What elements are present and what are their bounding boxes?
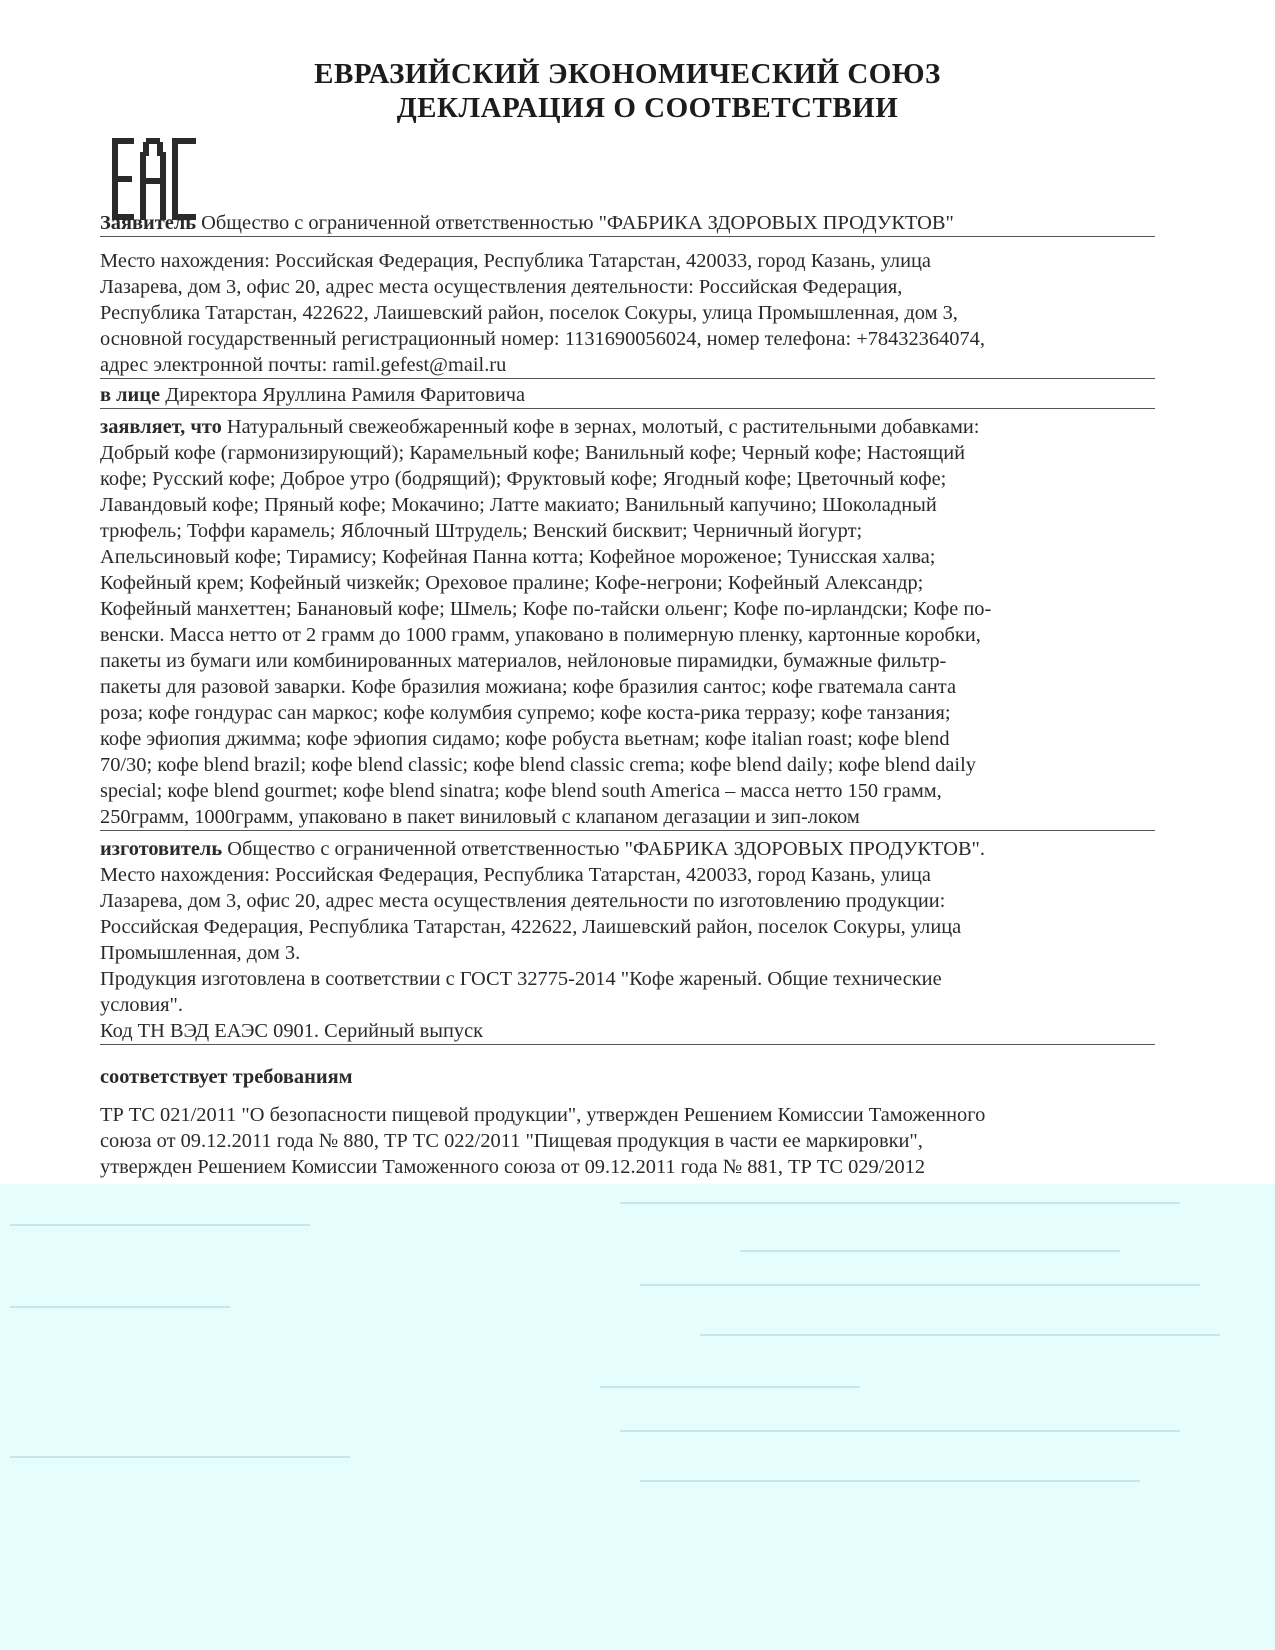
regulation-line: утвержден Решением Комиссии Таможенного союза от 09.12.2011 года № 881, ТР ТС 029/2012 (100, 1156, 926, 1178)
representative-label: в лице (100, 384, 161, 406)
location-line: Лазарева, дом 3, офис 20, адрес места осуществления деятельности: Российская Федерация, (100, 276, 903, 298)
location-line: адрес электронной почты: ramil.gefest@mail.ru (100, 354, 507, 376)
product-line: венски. Масса нетто от 2 грамм до 1000 грамм, упаковано в полимерную пленку, картонные коробки, (100, 624, 981, 646)
declaration-section (100, 414, 1155, 831)
product-line: пакеты для разовой заварки. Кофе бразилия можиана; кофе бразилия сантос; кофе гватемала санта (100, 676, 957, 698)
customs-code: Код ТН ВЭД ЕАЭС 0901. Серийный выпуск (100, 1020, 484, 1042)
product-line: трюфель; Тоффи карамель; Яблочный Штрудель; Венский бисквит; Черничный йогурт; (100, 520, 863, 542)
location-line: Республика Татарстан, 422622, Лаишевский район, поселок Сокуры, улица Промышленная, дом 3, (100, 302, 958, 324)
regulation-line: ТР ТС 021/2011 "О безопасности пищевой продукции", утвержден Решением Комиссии Таможенного (100, 1104, 986, 1126)
product-line: 70/30; кофе blend brazil; кофе blend classic; кофе blend classic crema; кофе blend daily; кофе blend daily (100, 754, 976, 776)
representative-section (100, 382, 1155, 409)
manufacturer-section (100, 836, 1155, 1045)
product-line: special; кофе blend gourmet; кофе blend sinatra; кофе blend south America – масса нетто 150 грамм, (100, 780, 942, 802)
product-line: роза; кофе гондурас сан маркос; кофе колумбия супремо; кофе коста-рика терразу; кофе танзания; (100, 702, 951, 724)
product-line: Кофейный манхеттен; Банановый кофе; Шмель; Кофе по-тайски ольенг; Кофе по-ирландски; Кофе по- (100, 598, 992, 620)
applicant-section (100, 210, 1155, 237)
product-line: кофе; Русский кофе; Доброе утро (бодрящий); Фруктовый кофе; Ягодный кофе; Цветочный кофе; (100, 468, 947, 490)
product-line: Апельсиновый кофе; Тирамису; Кофейная Панна котта; Кофейное мороженое; Тунисская халва; (100, 546, 936, 568)
manufacturer-label: изготовитель (100, 838, 223, 860)
document-title: ДЕКЛАРАЦИЯ О СООТВЕТСТВИИ (396, 92, 899, 124)
manufacturer-address-line: Лазарева, дом 3, офис 20, адрес места осуществления деятельности по изготовлению продукции: (100, 890, 946, 912)
product-line: 250грамм, 1000грамм, упаковано в пакет виниловый с клапаном дегазации и зип-локом (100, 806, 860, 828)
standard-line: условия". (100, 994, 183, 1016)
location-line: Место нахождения: Российская Федерация, Республика Татарстан, 420033, город Казань, улица (100, 250, 931, 272)
applicant-label: Заявитель (100, 212, 197, 234)
product-line: пакеты из бумаги или комбинированных материалов, нейлоновые пирамидки, бумажные фильтр- (100, 650, 947, 672)
representative-value: Директора Яруллина Рамиля Фаритовича (165, 384, 526, 406)
union-title: ЕВРАЗИЙСКИЙ ЭКОНОМИЧЕСКИЙ СОЮЗ (314, 58, 941, 90)
standard-line: Продукция изготовлена в соответствии с ГОСТ 32775-2014 "Кофе жареный. Общие технические (100, 968, 942, 990)
location-section (100, 248, 1155, 379)
manufacturer-address-line: Промышленная, дом 3. (100, 942, 301, 964)
manufacturer-value: Общество с ограниченной ответственностью "ФАБРИКА ЗДОРОВЫХ ПРОДУКТОВ". (227, 838, 985, 860)
product-line: Натуральный свежеобжаренный кофе в зернах, молотый, с растительными добавками: (226, 416, 980, 438)
product-line: Кофейный крем; Кофейный чизкейк; Ореховое пралине; Кофе-негрони; Кофейный Александр; (100, 572, 924, 594)
eac-mark-icon (112, 138, 196, 220)
manufacturer-address-line: Российская Федерация, Республика Татарстан, 422622, Лаишевский район, поселок Сокуры, улица (100, 916, 962, 938)
product-line: кофе эфиопия джимма; кофе эфиопия сидамо; кофе робуста вьетнам; кофе italian roast; кофе blend (100, 728, 950, 750)
manufacturer-address-line: Место нахождения: Российская Федерация, Республика Татарстан, 420033, город Казань, улица (100, 864, 931, 886)
location-line: основной государственный регистрационный номер: 1131690056024, номер телефона: +78432364074, (100, 328, 985, 350)
product-line: Лавандовый кофе; Пряный кофе; Мокачино; Латте макиато; Ванильный капучино; Шоколадный (100, 494, 937, 516)
compliance-label: соответствует требованиям (100, 1066, 353, 1088)
declares-label: заявляет, что (100, 416, 222, 438)
product-line: Добрый кофе (гармонизирующий); Карамельный кофе; Ванильный кофе; Черный кофе; Настоящий (100, 442, 966, 464)
applicant-value: Общество с ограниченной ответственностью "ФАБРИКА ЗДОРОВЫХ ПРОДУКТОВ" (201, 212, 954, 234)
regulation-line: союза от 09.12.2011 года № 880, ТР ТС 022/2011 "Пищевая продукция в части ее маркировки", (100, 1130, 923, 1152)
redaction-overlay (0, 1184, 1275, 1650)
